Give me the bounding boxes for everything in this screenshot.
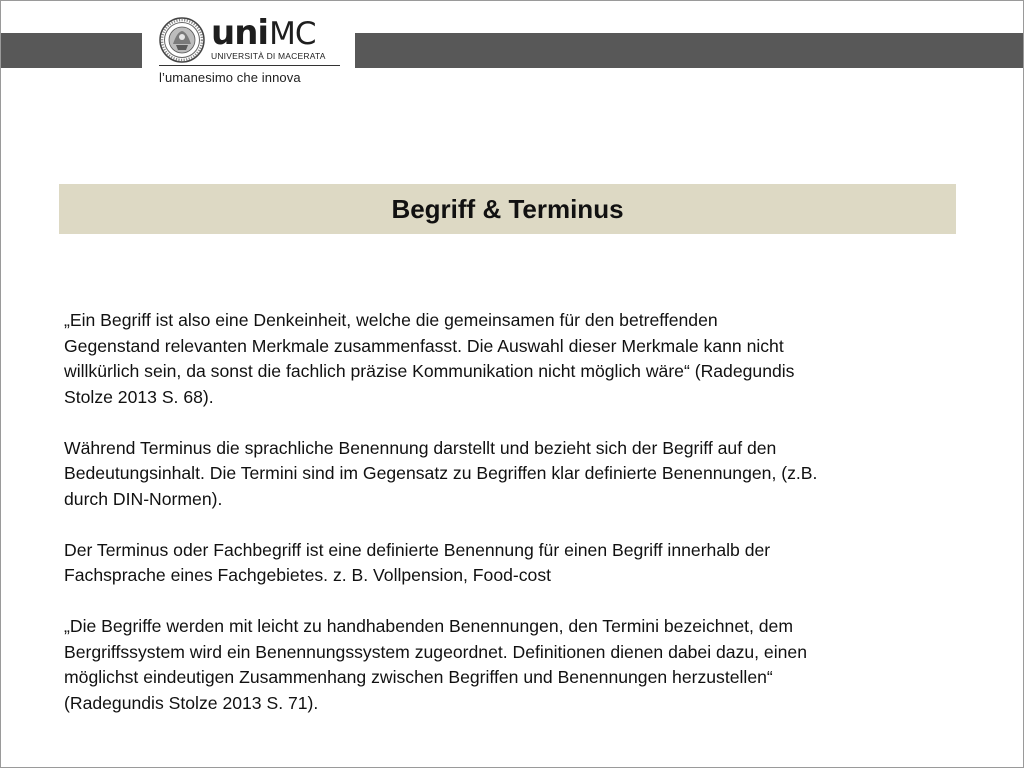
logo-wordmark-mc: MC — [269, 16, 316, 52]
paragraph-line: „Die Begriffe werden mit leicht zu handhabenden Benennungen, den Termini bezeichnet, dem — [64, 616, 793, 636]
paragraph-line: Fachsprache eines Fachgebietes. z. B. Vollpension, Food-cost — [64, 565, 552, 585]
unimc-logo — [159, 15, 343, 91]
slide-body — [64, 308, 964, 742]
paragraph-1 — [64, 308, 964, 410]
slide-title: Begriff & Terminus — [391, 193, 624, 224]
title-band — [59, 184, 956, 234]
paragraph-line: Gegenstand relevanten Merkmale zusammenfasst. Die Auswahl dieser Merkmale kann nicht — [64, 335, 784, 356]
paragraph-line: willkürlich sein, da sonst die fachlich präzise Kommunikation nicht möglich wäre“ (Radegundis — [64, 361, 795, 381]
logo-subtitle: UNIVERSITÀ DI MACERATA — [211, 51, 326, 61]
paragraph-line: durch DIN-Normen). — [64, 488, 223, 509]
paragraph-line: Bedeutungsinhalt. Die Termini sind im Gegensatz zu Begriffen klar definierte Benennungen, (z.B. — [64, 463, 818, 483]
paragraph-3 — [64, 538, 964, 589]
header-bar-right — [355, 33, 1023, 68]
logo-divider — [159, 65, 340, 66]
paragraph-2 — [64, 436, 964, 513]
paragraph-4 — [64, 614, 964, 716]
logo-tagline: l’umanesimo che innova — [159, 70, 301, 85]
paragraph-line: Stolze 2013 S. 68). — [64, 386, 214, 407]
university-seal-icon — [159, 17, 205, 63]
paragraph-line: Während Terminus die sprachliche Benennung darstellt und bezieht sich der Begriff auf den — [64, 437, 777, 458]
logo-wordmark — [211, 15, 315, 51]
paragraph-line: möglichst eindeutigen Zusammenhang zwischen Begriffen und Benennungen herzustellen“ — [64, 667, 773, 687]
header-bar-left — [1, 33, 142, 68]
paragraph-line: (Radegundis Stolze 2013 S. 71). — [64, 692, 319, 713]
paragraph-line: Der Terminus oder Fachbegriff ist eine definierte Benennung für einen Begriff innerhalb der — [64, 539, 771, 560]
paragraph-line: „Ein Begriff ist also eine Denkeinheit, welche die gemeinsamen für den betreffenden — [64, 310, 718, 330]
logo-wordmark-uni: uni — [211, 13, 269, 53]
paragraph-line: Bergriffssystem wird ein Benennungssystem zugeordnet. Definitionen dienen dabei dazu, einen — [64, 641, 807, 662]
